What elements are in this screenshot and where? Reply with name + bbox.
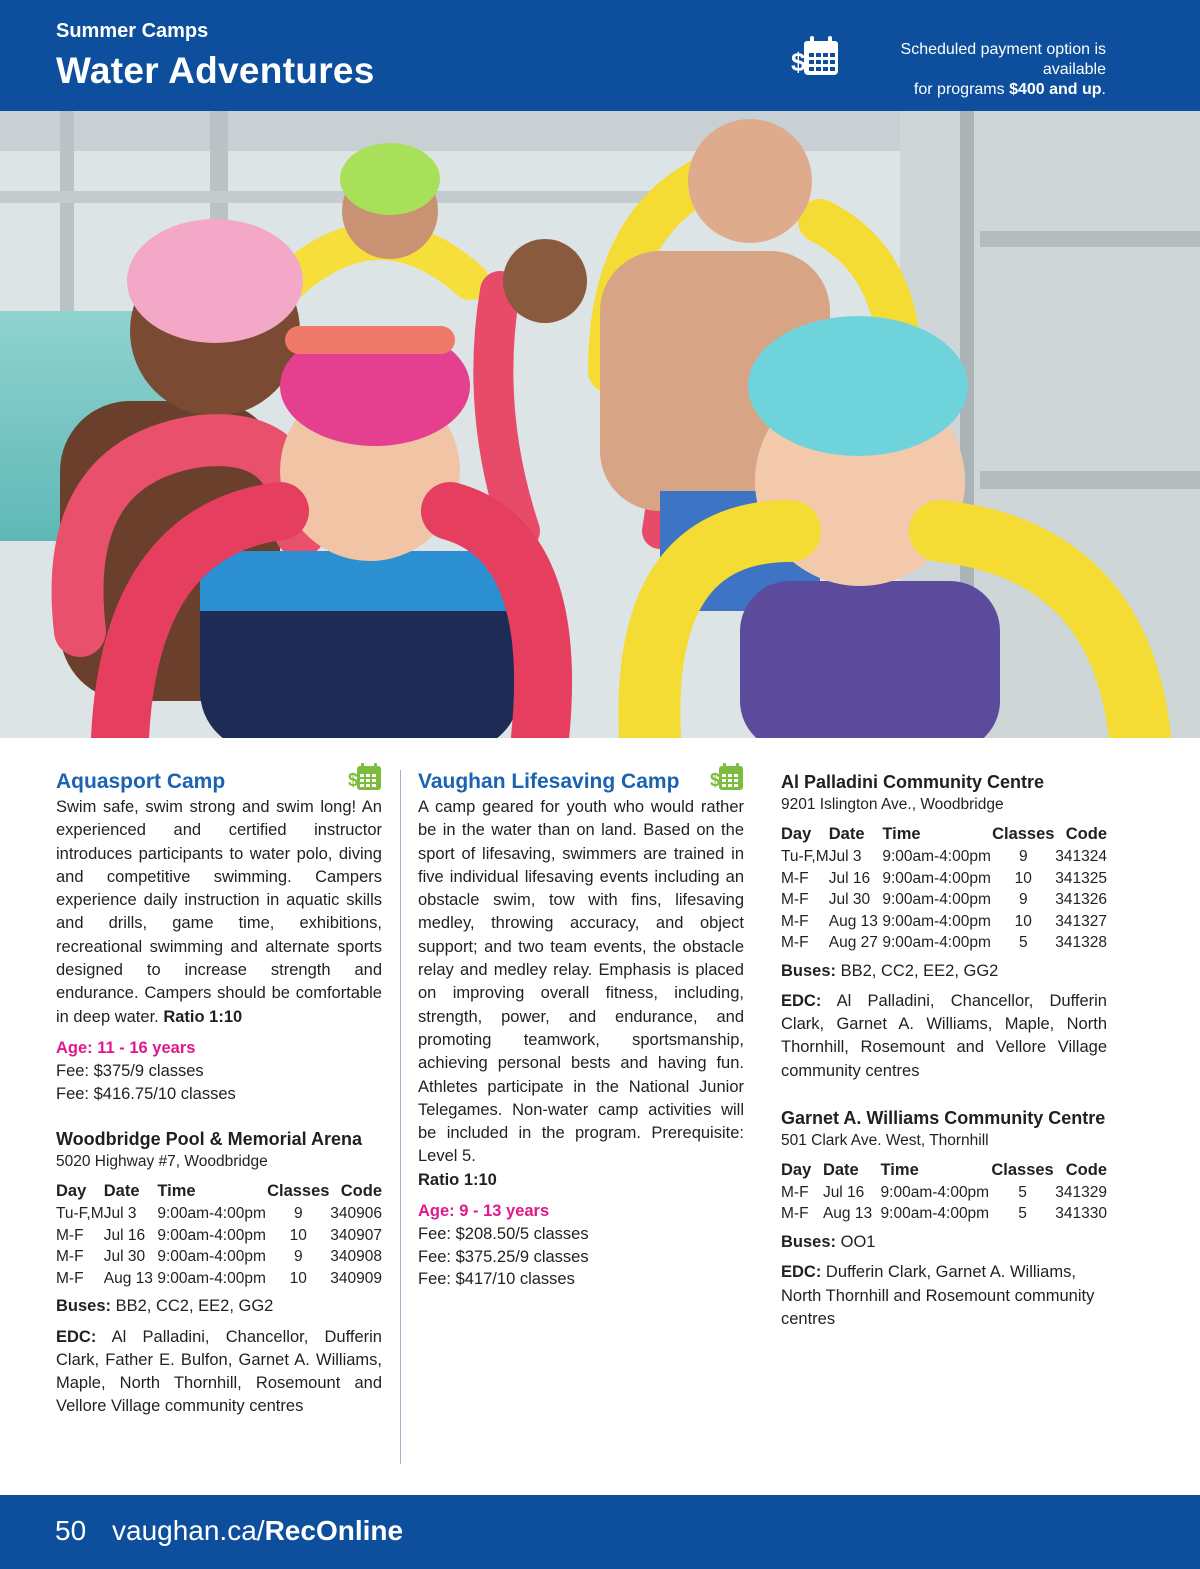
- cell-classes: 10: [289, 1226, 307, 1244]
- cell-day: M-F: [781, 891, 809, 908]
- location-name: Al Palladini Community Centre: [781, 772, 1045, 792]
- cell-code: 340909: [330, 1269, 382, 1287]
- cell-classes: 9: [1018, 848, 1028, 865]
- col-time: Time: [882, 825, 921, 843]
- garnet-location: [781, 1106, 1107, 1331]
- photo-illustration: [0, 111, 1200, 738]
- aquasport-ratio: Ratio 1:10: [163, 1007, 243, 1026]
- buses-label: Buses:: [56, 1297, 112, 1316]
- location-address: 5020 Highway #7, Woodbridge: [56, 1153, 268, 1171]
- cell-code: 340906: [330, 1205, 382, 1223]
- table-row: [781, 846, 1107, 868]
- payment-note-amount: $400 and up: [1009, 81, 1102, 98]
- lifesaving-description-text: A camp geared for youth who would rather be in the water than on land. Based on the sport of lifesaving, swimmers are trained in five individual lifesaving events including an obstacle swim, tow with fins, lifesaving medley, throwing accuracy, and object support; and two team events, the obstacle relay and medley relay. Emphasis is placed on improving overall fitness, including, strength, power, and endurance, and promoting teamwork, sportsmanship, achieving personal bests and having fun. Athletes participate in the National Junior Telegames. Non-water camp activities will be included in the program.: [418, 798, 744, 1143]
- cell-classes: 10: [289, 1269, 307, 1287]
- cell-day: M-F: [781, 1183, 809, 1201]
- payment-calendar-icon: [348, 762, 382, 792]
- cell-date: Jul 16: [828, 869, 871, 887]
- cell-time: 9:00am-4:00pm: [157, 1248, 266, 1266]
- edc-info: [56, 1326, 382, 1419]
- buses-info: [781, 960, 1107, 983]
- palladini-location: [781, 770, 1107, 1083]
- edc-info: [781, 1261, 1107, 1331]
- cell-code: 341329: [1055, 1183, 1107, 1201]
- aquasport-title-text: Aquasport Camp: [56, 770, 226, 793]
- table-row: [56, 1268, 382, 1290]
- lifesaving-title-text: Vaughan Lifesaving Camp: [418, 770, 680, 793]
- lifesaving-column: [418, 768, 744, 1291]
- section-kicker: Summer Camps: [56, 20, 209, 42]
- payment-note-pre: for programs: [913, 81, 1010, 98]
- cell-code: 341324: [1055, 848, 1107, 865]
- footer-url-plain: vaughan.ca/: [112, 1515, 265, 1546]
- footer-url-bold: RecOnline: [264, 1515, 404, 1546]
- cell-code: 340907: [330, 1226, 382, 1244]
- edc-label: EDC:: [56, 1327, 97, 1346]
- col-time: Time: [157, 1182, 196, 1201]
- page-footer: [0, 1495, 1200, 1569]
- cell-date: Aug 13: [103, 1269, 153, 1287]
- schedule-table: [56, 1179, 382, 1289]
- svg-text:$: $: [791, 47, 806, 77]
- cell-day: Tu-F,M: [781, 848, 829, 865]
- payment-note-line1: Scheduled payment option is available: [900, 41, 1106, 78]
- aquasport-title: [56, 768, 382, 796]
- schedule-table: [781, 1158, 1107, 1225]
- cell-date: Jul 16: [103, 1226, 146, 1244]
- cell-code: 341327: [1055, 912, 1107, 930]
- edc-label: EDC:: [781, 991, 822, 1010]
- buses-info: [781, 1231, 1107, 1254]
- payment-calendar-icon: [710, 762, 744, 792]
- page-number: 50: [55, 1515, 87, 1546]
- payment-note-line2: [846, 80, 1106, 100]
- page-title: Water Adventures: [56, 50, 375, 91]
- cell-date: Jul 3: [103, 1205, 137, 1223]
- cell-date: Aug 13: [822, 1205, 873, 1223]
- payment-note-post: .: [1101, 81, 1106, 98]
- col-day: Day: [56, 1182, 87, 1201]
- buses-value: BB2, CC2, EE2, GG2: [111, 1297, 274, 1316]
- lifesaving-prereq-value: Level 5.: [418, 1147, 476, 1166]
- location-address: 501 Clark Ave. West, Thornhill: [781, 1131, 989, 1149]
- cell-time: 9:00am-4:00pm: [880, 1205, 990, 1223]
- schedule-header-row: [56, 1179, 382, 1203]
- payment-note: [846, 40, 1106, 100]
- schedule-header-row: [781, 1158, 1107, 1182]
- aquasport-description: [56, 796, 382, 1029]
- cell-date: Aug 13: [828, 912, 878, 930]
- cell-classes: 5: [1018, 1205, 1027, 1223]
- buses-label: Buses:: [781, 961, 837, 980]
- page-header: [0, 0, 1200, 111]
- aquasport-age: Age: 11 - 16 years: [56, 1038, 196, 1057]
- cell-time: 9:00am-4:00pm: [157, 1226, 266, 1244]
- location-name: Garnet A. Williams Community Centre: [781, 1107, 1106, 1128]
- cell-date: Jul 30: [103, 1248, 146, 1266]
- table-row: [781, 911, 1107, 933]
- edc-label: EDC:: [781, 1263, 822, 1282]
- table-row: [56, 1246, 382, 1268]
- cell-day: M-F: [56, 1269, 84, 1287]
- schedule-table: [781, 822, 1107, 954]
- cell-classes: 9: [293, 1248, 303, 1266]
- cell-time: 9:00am-4:00pm: [880, 1183, 990, 1201]
- edc-value: Al Palladini, Chancellor, Dufferin Clark, Garnet A. Williams, Maple, North Thornhill, Rosemount and Vellore Village community centres: [781, 991, 1107, 1080]
- buses-value: OO1: [836, 1232, 876, 1251]
- lifesaving-fee-1: Fee: $208.50/5 classes: [418, 1225, 589, 1244]
- cell-day: M-F: [781, 912, 809, 930]
- table-row: [781, 1182, 1107, 1204]
- col-code: Code: [1065, 825, 1107, 843]
- svg-text:$: $: [710, 770, 721, 790]
- col-day: Day: [781, 1160, 812, 1179]
- col-code: Code: [340, 1182, 382, 1201]
- col-time: Time: [880, 1160, 919, 1179]
- woodbridge-location: [56, 1127, 382, 1418]
- cell-time: 9:00am-4:00pm: [882, 869, 991, 887]
- edc-value: Dufferin Clark, Garnet A. Williams, North Thornhill and Rosemount community centres: [781, 1263, 1095, 1328]
- cell-date: Jul 30: [828, 891, 871, 908]
- cell-code: 341330: [1055, 1205, 1107, 1223]
- table-row: [56, 1225, 382, 1247]
- edc-info: [781, 990, 1107, 1083]
- lifesaving-age: Age: 9 - 13 years: [418, 1202, 550, 1221]
- col-date: Date: [828, 825, 865, 843]
- cell-code: 341325: [1055, 869, 1107, 887]
- schedule-header-row: [781, 822, 1107, 846]
- cell-time: 9:00am-4:00pm: [882, 891, 991, 908]
- aquasport-fee-2: Fee: $416.75/10 classes: [56, 1084, 236, 1103]
- table-row: [781, 1203, 1107, 1225]
- cell-classes: 9: [293, 1205, 303, 1223]
- col-classes: Classes: [267, 1182, 330, 1201]
- lifesaving-title: [418, 768, 744, 796]
- lifesaving-description: [418, 796, 744, 1192]
- cell-code: 341328: [1055, 934, 1107, 951]
- cell-classes: 10: [1014, 912, 1032, 930]
- aquasport-fee-1: Fee: $375/9 classes: [56, 1062, 204, 1081]
- table-row: [56, 1203, 382, 1225]
- aquasport-description-text: Swim safe, swim strong and swim long! An experienced and certified instructor introduces participants to water polo, diving and competitive swimming. Campers experience daily instruction in aquatic skills and drills, game time, exhibitions, recreational swimming and alternate sports designed to increase strength and endurance. Campers should be comfortable in deep water.: [56, 798, 382, 1026]
- cell-date: Jul 3: [828, 848, 862, 865]
- lifesaving-prereq-label: Prerequisite:: [651, 1124, 744, 1143]
- buses-value: BB2, CC2, EE2, GG2: [836, 961, 999, 980]
- table-row: [781, 889, 1107, 911]
- cell-classes: 5: [1018, 1183, 1027, 1201]
- cell-time: 9:00am-4:00pm: [157, 1205, 266, 1223]
- payment-calendar-icon: [790, 35, 840, 79]
- cell-day: M-F: [56, 1248, 84, 1266]
- cell-day: Tu-F,M: [56, 1205, 104, 1223]
- cell-date: Aug 27: [828, 934, 878, 951]
- lifesaving-ratio: Ratio 1:10: [418, 1170, 497, 1189]
- buses-info: [56, 1295, 382, 1318]
- cell-classes: 9: [1018, 891, 1028, 908]
- cell-time: 9:00am-4:00pm: [882, 912, 991, 930]
- svg-text:$: $: [348, 770, 359, 790]
- cell-time: 9:00am-4:00pm: [882, 934, 991, 951]
- col-classes: Classes: [991, 1160, 1054, 1179]
- lifesaving-locations-column: [781, 770, 1107, 1331]
- col-classes: Classes: [992, 825, 1055, 843]
- aquasport-column: [56, 768, 382, 1419]
- cell-classes: 10: [1014, 869, 1032, 887]
- col-code: Code: [1065, 1160, 1107, 1179]
- lifesaving-fee-2: Fee: $375.25/9 classes: [418, 1247, 589, 1266]
- col-date: Date: [822, 1160, 859, 1179]
- edc-value: Al Palladini, Chancellor, Dufferin Clark, Father E. Bulfon, Garnet A. Williams, Maple, North Thornhill, Rosemount and Vellore Village community centres: [56, 1327, 382, 1416]
- cell-day: M-F: [781, 1205, 809, 1223]
- col-day: Day: [781, 825, 812, 843]
- hero-photo-kids-with-pool-noodles: [0, 111, 1200, 738]
- location-name: Woodbridge Pool & Memorial Arena: [56, 1129, 363, 1150]
- cell-day: M-F: [781, 934, 809, 951]
- cell-code: 341326: [1055, 891, 1107, 908]
- footer-url-link[interactable]: [112, 1515, 403, 1547]
- cell-day: M-F: [56, 1226, 84, 1244]
- buses-label: Buses:: [781, 1232, 837, 1251]
- table-row: [781, 932, 1107, 954]
- cell-time: 9:00am-4:00pm: [882, 848, 991, 865]
- cell-time: 9:00am-4:00pm: [157, 1269, 266, 1287]
- cell-date: Jul 16: [822, 1183, 865, 1201]
- cell-code: 340908: [330, 1248, 382, 1266]
- col-date: Date: [103, 1182, 140, 1201]
- lifesaving-fee-3: Fee: $417/10 classes: [418, 1270, 575, 1289]
- location-address: 9201 Islington Ave., Woodbridge: [781, 796, 1004, 813]
- cell-classes: 5: [1018, 934, 1028, 951]
- table-row: [781, 868, 1107, 890]
- column-divider: [400, 770, 401, 1464]
- cell-day: M-F: [781, 869, 809, 887]
